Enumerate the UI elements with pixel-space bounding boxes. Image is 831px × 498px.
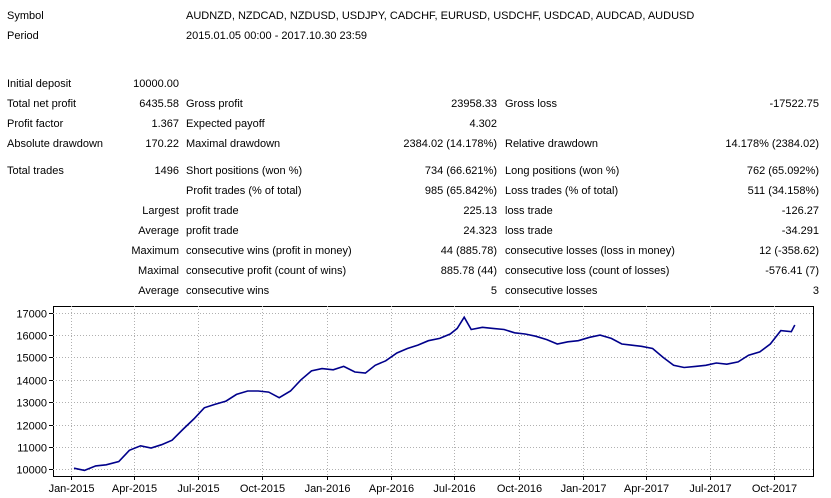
x-tick-label: Jul-2017 xyxy=(689,483,732,495)
average-profit-label: profit trade xyxy=(186,225,239,237)
y-tick-label: 12000 xyxy=(16,420,47,433)
initial-deposit-label: Initial deposit xyxy=(7,78,72,90)
long-positions-value: 762 (65.092%) xyxy=(746,165,819,177)
largest-profit-label: profit trade xyxy=(186,205,239,217)
average-consecutive-wins-value: 5 xyxy=(490,285,497,297)
maximal-consecutive-profit-value: 885.78 (44) xyxy=(440,265,497,277)
y-tick-label: 10000 xyxy=(16,464,47,477)
largest-label: Largest xyxy=(142,205,179,217)
y-axis-ticks xyxy=(16,309,53,477)
period-label: Period xyxy=(7,30,39,42)
largest-loss-label: loss trade xyxy=(505,205,553,217)
short-positions-value: 734 (66.621%) xyxy=(424,165,497,177)
long-positions-label: Long positions (won %) xyxy=(505,165,620,177)
maximal-consecutive-loss-value: -576.41 (7) xyxy=(765,265,819,277)
expected-payoff-label: Expected payoff xyxy=(186,118,265,130)
maximal-row xyxy=(0,262,831,280)
maximal-label: Maximal xyxy=(138,265,179,277)
drawdown-row xyxy=(0,135,831,153)
x-tick-label: Oct-2017 xyxy=(751,483,798,495)
y-tick-label: 13000 xyxy=(16,397,47,410)
balance-chart xyxy=(0,298,831,498)
maximum-row xyxy=(0,242,831,260)
x-tick-label: Jan-2015 xyxy=(48,483,95,495)
average-consecutive-losses-value: 3 xyxy=(812,285,819,297)
x-tick-label: Jul-2015 xyxy=(177,483,220,495)
average-profit-value: 24.323 xyxy=(463,225,497,237)
y-tick-label: 15000 xyxy=(16,352,47,365)
plot-area xyxy=(54,307,814,477)
maximal-consecutive-profit-label: consecutive profit (count of wins) xyxy=(186,265,347,277)
x-tick-label: Oct-2016 xyxy=(496,483,543,495)
total-trades-label: Total trades xyxy=(7,165,64,177)
x-tick-label: Oct-2015 xyxy=(239,483,286,495)
profit-factor-label: Profit factor xyxy=(7,118,64,130)
relative-drawdown-label: Relative drawdown xyxy=(505,138,598,150)
gross-loss-value: -17522.75 xyxy=(769,98,819,110)
total-trades-row xyxy=(0,162,831,180)
average-label: Average xyxy=(138,225,179,237)
net-profit-row xyxy=(0,95,831,113)
loss-trades-value: 511 (34.158%) xyxy=(747,185,819,197)
max-consecutive-losses-value: 12 (-358.62) xyxy=(759,245,819,257)
gross-profit-value: 23958.33 xyxy=(451,98,497,110)
profit-factor-value: 1.367 xyxy=(151,118,179,130)
y-tick-label: 16000 xyxy=(16,330,47,343)
loss-trades-label: Loss trades (% of total) xyxy=(505,185,619,197)
x-axis-ticks xyxy=(49,476,798,495)
largest-profit-value: 225.13 xyxy=(463,205,497,217)
x-tick-label: Apr-2015 xyxy=(111,483,158,495)
absolute-drawdown-value: 170.22 xyxy=(145,138,179,150)
x-tick-label: Apr-2017 xyxy=(623,483,670,495)
gross-profit-label: Gross profit xyxy=(186,98,243,110)
gross-loss-label: Gross loss xyxy=(505,98,557,110)
period-value: 2015.01.05 00:00 - 2017.10.30 23:59 xyxy=(186,30,368,42)
profit-factor-row xyxy=(0,115,831,133)
absolute-drawdown-label: Absolute drawdown xyxy=(7,138,104,150)
max-consecutive-losses-label: consecutive losses (loss in money) xyxy=(505,245,675,257)
total-trades-value: 1496 xyxy=(154,165,179,177)
initial-deposit-value: 10000.00 xyxy=(133,78,179,90)
relative-drawdown-value: 14.178% (2384.02) xyxy=(725,138,819,150)
largest-loss-value: -126.27 xyxy=(781,205,819,217)
symbol-row xyxy=(0,7,831,25)
largest-row xyxy=(0,202,831,220)
average-loss-value: -34.291 xyxy=(781,225,819,237)
maximal-drawdown-label: Maximal drawdown xyxy=(186,138,281,150)
symbol-value: AUDNZD, NZDCAD, NZDUSD, USDJPY, CADCHF, EURUSD, USDCHF, USDCAD, AUDCAD, AUDUSD xyxy=(186,10,695,22)
period-row xyxy=(0,27,831,45)
total-net-profit-label: Total net profit xyxy=(7,98,77,110)
y-tick-label: 17000 xyxy=(16,308,47,321)
maximum-label: Maximum xyxy=(131,245,179,257)
x-tick-label: Jan-2016 xyxy=(304,483,351,495)
average-loss-label: loss trade xyxy=(505,225,553,237)
average-row xyxy=(0,222,831,240)
max-consecutive-wins-value: 44 (885.78) xyxy=(440,245,497,257)
initial-deposit-row xyxy=(0,75,831,93)
maximal-consecutive-loss-label: consecutive loss (count of losses) xyxy=(505,265,670,277)
profit-trades-row xyxy=(0,182,831,200)
average-consecutive-losses-label: consecutive losses xyxy=(505,285,598,297)
symbol-label: Symbol xyxy=(7,10,44,22)
average-consecutive-wins-label: consecutive wins xyxy=(186,285,270,297)
max-consecutive-wins-label: consecutive wins (profit in money) xyxy=(186,245,352,257)
x-tick-label: Apr-2016 xyxy=(368,483,415,495)
profit-trades-label: Profit trades (% of total) xyxy=(186,185,302,197)
total-net-profit-value: 6435.58 xyxy=(139,98,179,110)
y-tick-label: 11000 xyxy=(17,442,47,455)
maximal-drawdown-value: 2384.02 (14.178%) xyxy=(403,138,497,150)
profit-trades-value: 985 (65.842%) xyxy=(424,185,497,197)
x-tick-label: Jul-2016 xyxy=(433,483,476,495)
y-tick-label: 14000 xyxy=(16,375,47,388)
average-consecutive-label: Average xyxy=(138,285,179,297)
x-tick-label: Jan-2017 xyxy=(560,483,607,495)
expected-payoff-value: 4.302 xyxy=(469,118,497,130)
short-positions-label: Short positions (won %) xyxy=(186,165,303,177)
